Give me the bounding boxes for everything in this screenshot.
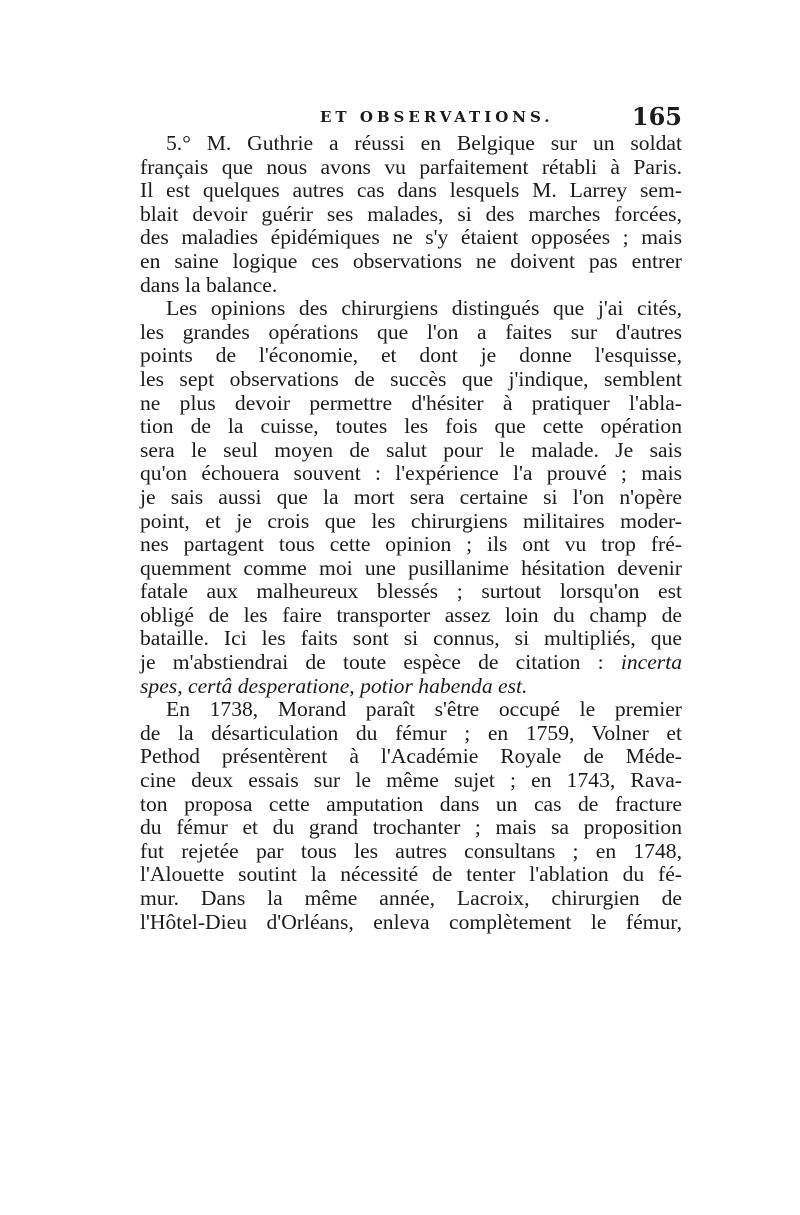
- line-text: points de l'économie, et dont je donne l'esquisse,: [140, 343, 682, 368]
- text-line: [140, 179, 682, 203]
- text-line: [140, 533, 682, 557]
- text-line: [140, 698, 682, 722]
- text-line: [140, 156, 682, 180]
- line-text: fut rejetée par tous les autres consultans ; en 1748,: [140, 838, 682, 863]
- text-line: [140, 911, 682, 935]
- text-line: [140, 344, 682, 368]
- line-text: l'Alouette soutint la nécessité de tenter l'ablation du fé-: [140, 862, 682, 887]
- line-text: ne plus devoir permettre d'hésiter à pratiquer l'abla-: [140, 390, 682, 415]
- text-line: [140, 604, 682, 628]
- body-text: [140, 132, 682, 934]
- line-text: tion de la cuisse, toutes les fois que cette opération: [140, 414, 682, 439]
- line-text: nes partagent tous cette opinion ; ils ont vu trop fré-: [140, 532, 682, 557]
- text-line: [140, 321, 682, 345]
- text-line: [140, 557, 682, 581]
- line-text: Pethod présentèrent à l'Académie Royale de Méde-: [140, 744, 682, 769]
- text-line: [140, 793, 682, 817]
- text-line: [140, 462, 682, 486]
- line-text: des maladies épidémiques ne s'y étaient opposées ; mais: [140, 225, 682, 250]
- line-text: je sais aussi que la mort sera certaine si l'on n'opère: [140, 484, 682, 509]
- text-line: [140, 368, 682, 392]
- latin-quotation: incerta: [620, 650, 682, 675]
- page-header: [140, 102, 682, 132]
- text-line: [140, 887, 682, 911]
- text-line: [140, 627, 682, 651]
- line-text: l'Hôtel-Dieu d'Orléans, enleva complètement le fémur,: [140, 909, 682, 934]
- line-text: dans la balance.: [140, 272, 278, 297]
- text-line: [140, 132, 682, 156]
- text-line: [140, 439, 682, 463]
- running-title: ET OBSERVATIONS.: [320, 108, 554, 126]
- line-text: En 1738, Morand paraît s'être occupé le premier: [166, 697, 682, 722]
- text-line: [140, 722, 682, 746]
- text-line: [140, 486, 682, 510]
- line-text: Il est quelques autres cas dans lesquels M. Larrey sem-: [140, 178, 682, 203]
- line-text: obligé de les faire transporter assez loin du champ de: [140, 602, 682, 627]
- text-line: [140, 863, 682, 887]
- text-line: [140, 510, 682, 534]
- line-text: de la désarticulation du fémur ; en 1759, Volner et: [140, 720, 682, 745]
- text-line: [140, 840, 682, 864]
- line-text: les grandes opérations que l'on a faites sur d'autres: [140, 319, 682, 344]
- line-text: ton proposa cette amputation dans un cas de fracture: [140, 791, 682, 816]
- text-line: [140, 816, 682, 840]
- line-text: du fémur et du grand trochanter ; mais sa proposition: [140, 815, 682, 840]
- line-text: qu'on échouera souvent : l'expérience l'a prouvé ; mais: [140, 461, 682, 486]
- line-text: je m'abstiendrai de toute espèce de citation :: [140, 650, 604, 675]
- line-text: les sept observations de succès que j'indique, semblent: [140, 366, 682, 391]
- text-line: [140, 769, 682, 793]
- line-text: cine deux essais sur le même sujet ; en 1743, Rava-: [140, 768, 682, 793]
- text-line: [140, 250, 682, 274]
- line-text: 5.° M. Guthrie a réussi en Belgique sur un soldat: [166, 131, 682, 155]
- line-text: quemment comme moi une pusillanime hésitation devenir: [140, 555, 682, 580]
- text-line: [140, 651, 682, 675]
- text-line: [140, 675, 682, 699]
- text-line: [140, 297, 682, 321]
- text-line: [140, 274, 682, 298]
- text-line: [140, 580, 682, 604]
- text-line: [140, 415, 682, 439]
- line-text: fatale aux malheureux blessés ; surtout lorsqu'on est: [140, 579, 682, 604]
- line-text: mur. Dans la même année, Lacroix, chirurgien de: [140, 886, 682, 910]
- latin-quotation: spes, certâ desperatione, potior habenda est.: [140, 673, 528, 698]
- text-line: [140, 226, 682, 250]
- line-text: en saine logique ces observations ne doivent pas entrer: [140, 248, 682, 273]
- line-text: sera le seul moyen de salut pour le malade. Je sais: [140, 437, 682, 462]
- text-line: [140, 203, 682, 227]
- text-line: [140, 392, 682, 416]
- text-line: [140, 745, 682, 769]
- page-number: 165: [631, 102, 682, 131]
- line-text: bataille. Ici les faits sont si connus, si multipliés, que: [140, 626, 682, 651]
- line-text: point, et je crois que les chirurgiens militaires moder-: [140, 508, 682, 533]
- line-text: Les opinions des chirurgiens distingués que j'ai cités,: [166, 296, 682, 321]
- line-text: français que nous avons vu parfaitement rétabli à Paris.: [140, 154, 682, 179]
- line-text: blait devoir guérir ses malades, si des marches forcées,: [140, 201, 682, 226]
